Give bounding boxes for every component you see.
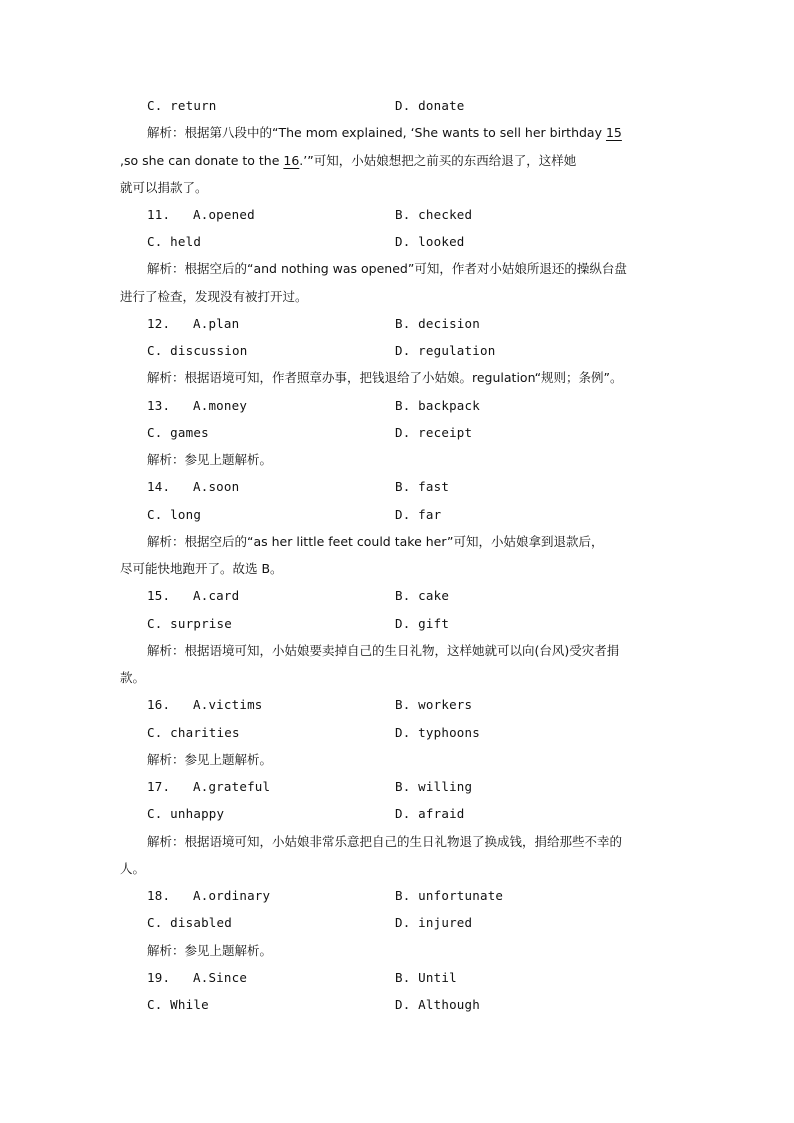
q17-option-b: B. willing	[395, 779, 473, 794]
q17-explanation-line-2: 人。	[120, 861, 146, 876]
q16-option-b: B. workers	[395, 697, 473, 712]
q13-option-a: 13. A.money	[147, 398, 248, 413]
q19-option-a: 19. A.Since	[147, 970, 248, 985]
q19-option-d: D. Although	[395, 997, 480, 1012]
blank-15: 15	[605, 125, 622, 140]
q19-option-b: B. Until	[395, 970, 457, 985]
q10-explanation-line-3: 就可以捐款了。	[120, 180, 208, 195]
q18-option-b: B. unfortunate	[395, 888, 504, 903]
q11-option-a: 11. A.opened	[147, 207, 255, 222]
q17-explanation-line-1: 解析：根据语境可知，小姑娘非常乐意把自己的生日礼物退了换成钱，捐给那些不幸的	[147, 834, 623, 849]
q16-option-a: 16. A.victims	[147, 697, 263, 712]
q16-option-d: D. typhoons	[395, 725, 480, 740]
q14-explanation-line-2: 尽可能快地跑开了。故选 B。	[120, 561, 283, 576]
q14-option-b: B. fast	[395, 479, 450, 494]
q14-option-c: C. long	[147, 507, 202, 522]
q15-option-d: D. gift	[395, 616, 450, 631]
q18-explanation-line-1: 解析：参见上题解析。	[147, 943, 273, 958]
q11-option-b: B. checked	[395, 207, 473, 222]
q11-option-c: C. held	[147, 234, 202, 249]
q11-explanation-line-1: 解析：根据空后的“and nothing was opened”可知，作者对小姑娘所退还的操纵台盘	[147, 261, 627, 276]
q12-option-c: C. discussion	[147, 343, 248, 358]
q15-explanation-line-2: 款。	[120, 670, 146, 685]
q10-option-c: C. return	[147, 98, 217, 113]
q11-option-d: D. looked	[395, 234, 465, 249]
q18-option-a: 18. A.ordinary	[147, 888, 271, 903]
q14-option-a: 14. A.soon	[147, 479, 240, 494]
q16-option-c: C. charities	[147, 725, 240, 740]
q17-option-c: C. unhappy	[147, 806, 225, 821]
q15-option-b: B. cake	[395, 588, 450, 603]
q12-option-b: B. decision	[395, 316, 480, 331]
q11-explanation-line-2: 进行了检查，发现没有被打开过。	[120, 289, 308, 304]
q10-explanation-line-1: 解析：根据第八段中的“The mom explained, ‘She wants to sell her birthday 15	[147, 125, 622, 140]
q14-explanation-line-1: 解析：根据空后的“as her little feet could take her”可知，小姑娘拿到退款后，	[147, 534, 604, 549]
q18-option-c: C. disabled	[147, 915, 232, 930]
q12-option-a: 12. A.plan	[147, 316, 240, 331]
q13-explanation-line-1: 解析：参见上题解析。	[147, 452, 273, 467]
q12-option-d: D. regulation	[395, 343, 496, 358]
q18-option-d: D. injured	[395, 915, 473, 930]
q13-option-b: B. backpack	[395, 398, 480, 413]
q17-option-d: D. afraid	[395, 806, 465, 821]
q16-explanation-line-1: 解析：参见上题解析。	[147, 752, 273, 767]
q10-explanation-line-2: ,so she can donate to the 16.’”可知，小姑娘想把之前买的东西给退了，这样她	[120, 153, 577, 168]
q19-option-c: C. While	[147, 997, 209, 1012]
q15-explanation-line-1: 解析：根据语境可知，小姑娘要卖掉自己的生日礼物，这样她就可以向(台风)受灾者捐	[147, 643, 620, 658]
q17-option-a: 17. A.grateful	[147, 779, 271, 794]
q15-option-c: C. surprise	[147, 616, 232, 631]
q14-option-d: D. far	[395, 507, 442, 522]
q13-option-d: D. receipt	[395, 425, 473, 440]
q10-option-d: D. donate	[395, 98, 465, 113]
q13-option-c: C. games	[147, 425, 209, 440]
q15-option-a: 15. A.card	[147, 588, 240, 603]
blank-16: 16	[283, 153, 300, 168]
q12-explanation-line-1: 解析：根据语境可知，作者照章办事，把钱退给了小姑娘。regulation“规则；条例”。	[147, 370, 623, 385]
